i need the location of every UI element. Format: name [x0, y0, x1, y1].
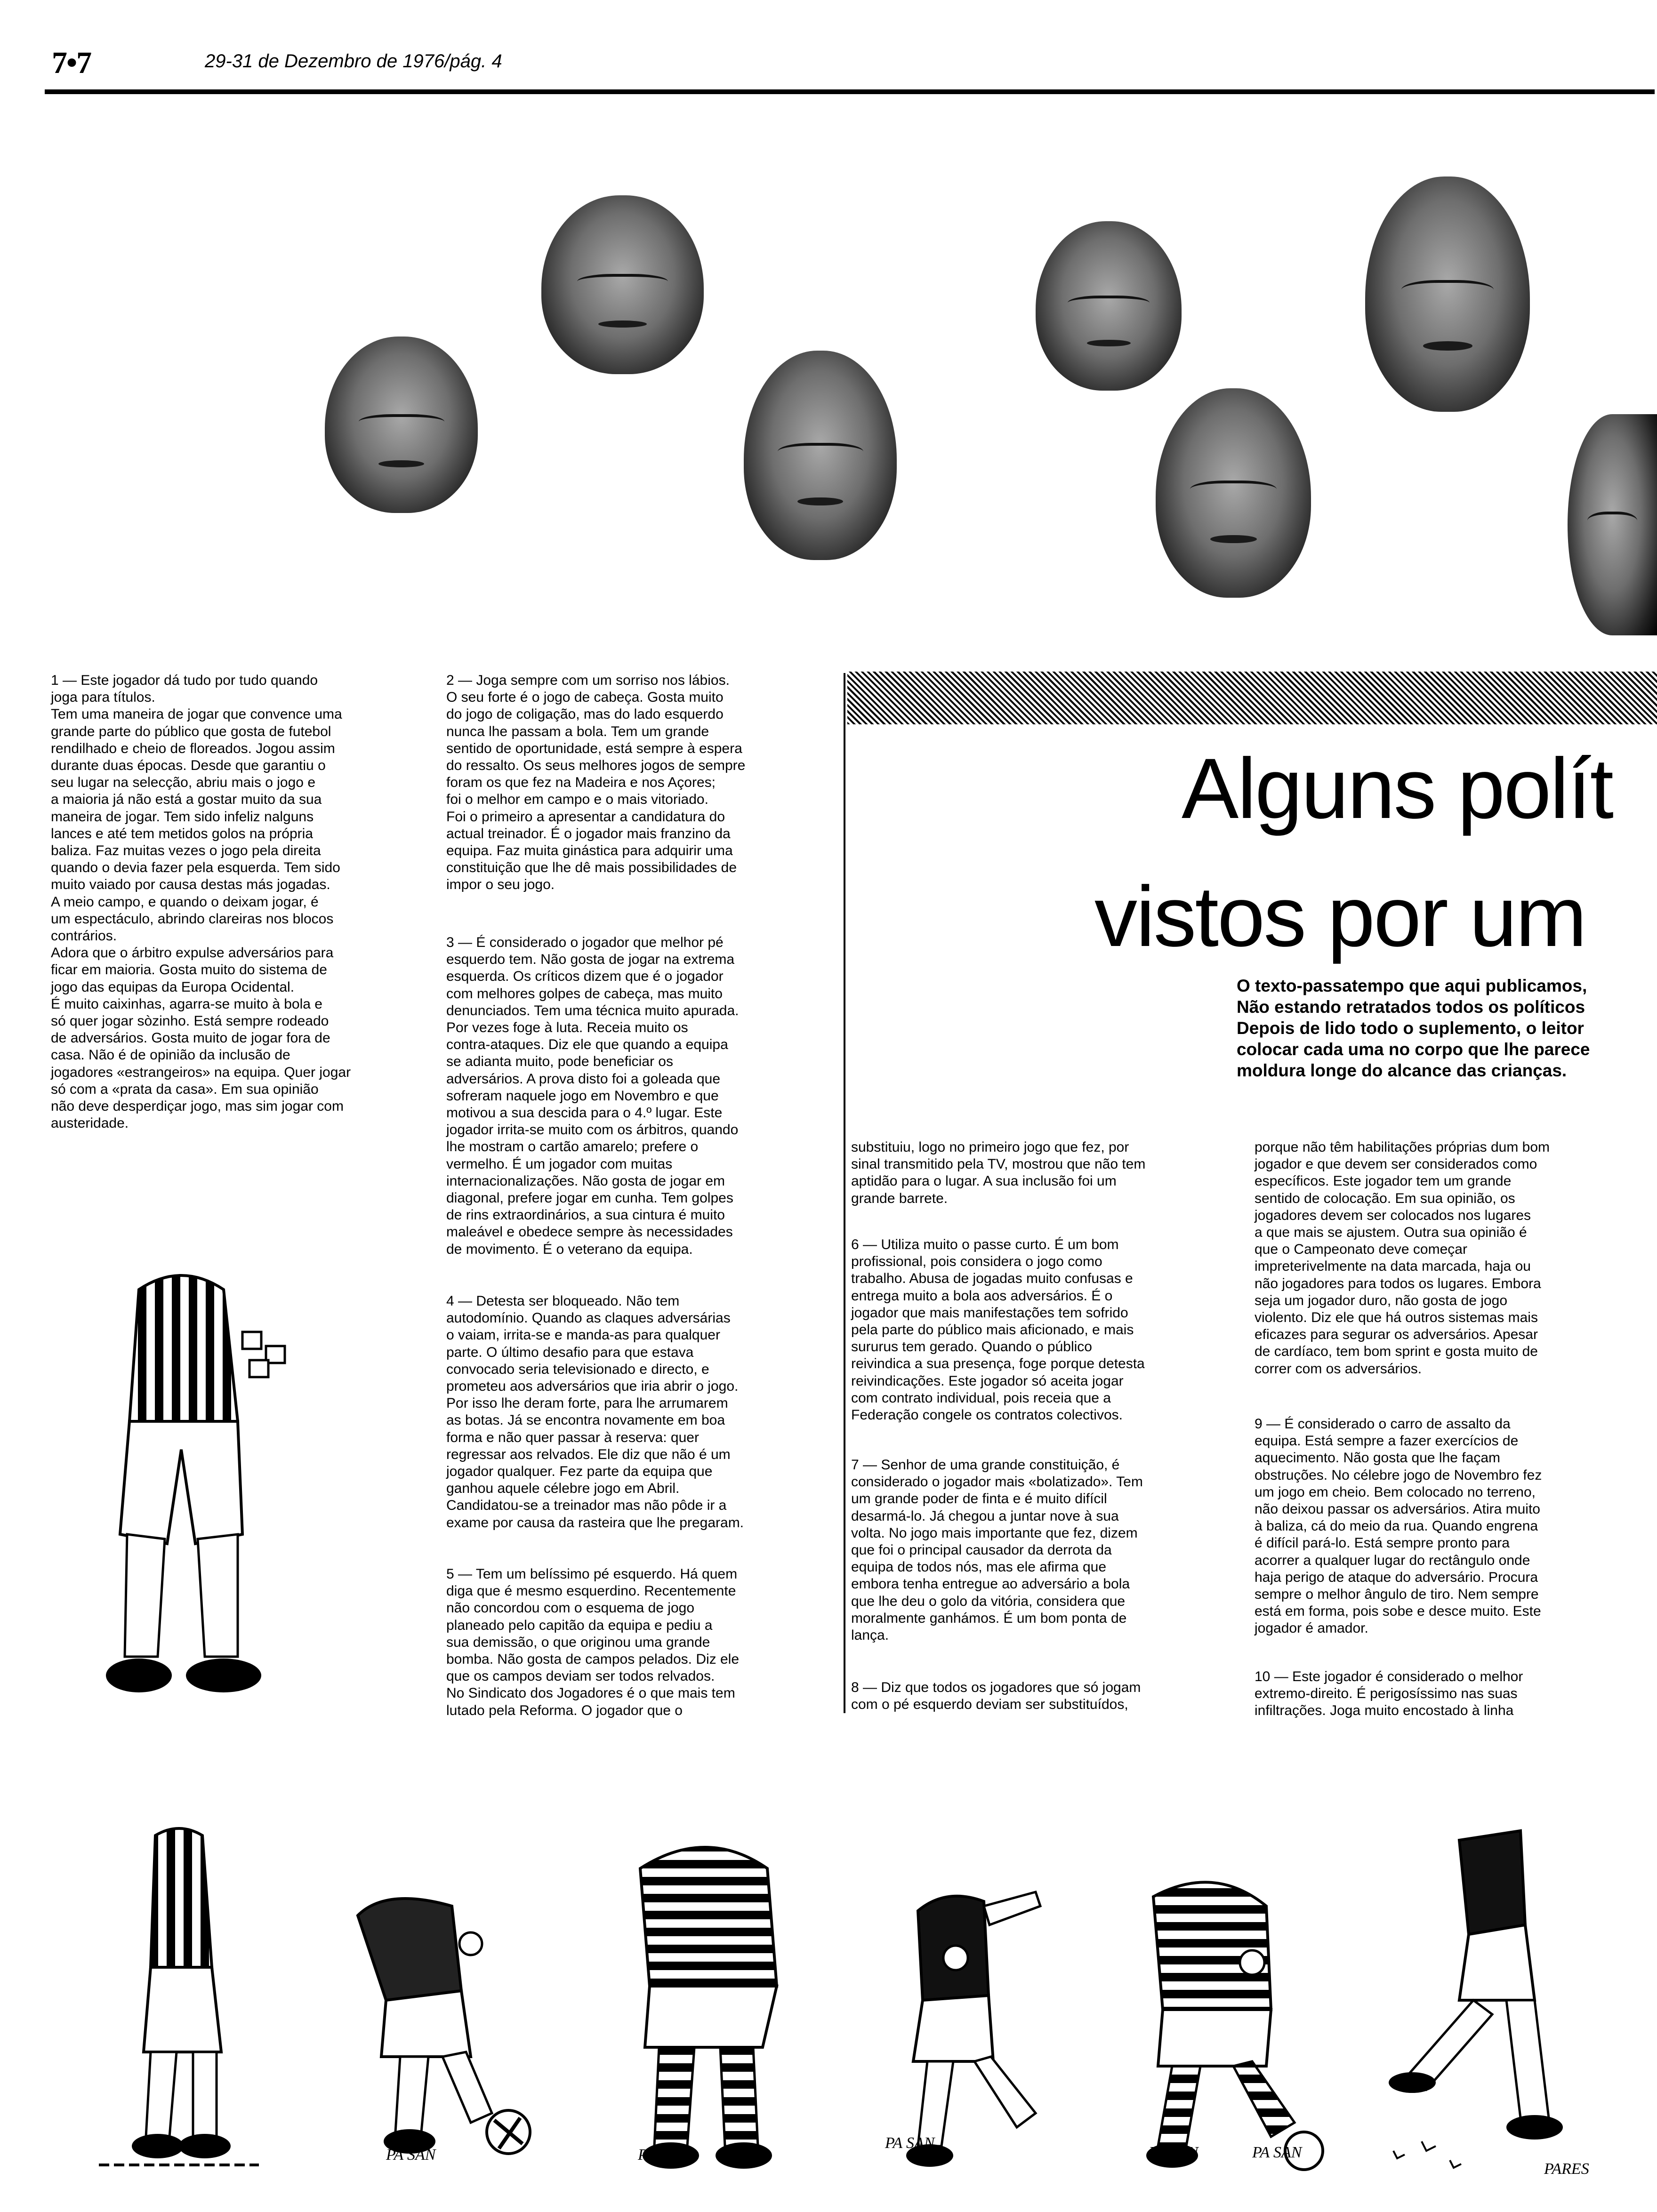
portrait-photo-4 — [1036, 221, 1182, 391]
artist-signature: PA SAN — [638, 2146, 688, 2164]
portrait-photo-5 — [1156, 388, 1311, 598]
portrait-photo-7 — [1568, 414, 1657, 635]
footballer-caricature-5 — [1111, 1854, 1337, 2184]
footballer-caricature-6 — [1365, 1812, 1610, 2188]
footballer-illustration-left — [87, 1252, 313, 1723]
player-text-3: 3 — É considerado o jogador que melhor pé esquerdo tem. Não gosta de jogar na extrema esquerda. Os críticos dizem que é o jogador com melhores golpes de cabeça, mas muito denunciados. Tem uma técnica muito apurada. Por vezes foge à luta. Receia muito os contra-ataques. Diz ele que quando a equipa se adianta muito, pode beneficiar os adversários. A prova disto foi a goleada que sofreram naquele jogo em Novembro e que motivou a sua descida para o 4.º lugar. Este jogador irrita-se muito com os árbitros, quando lhe mostram o cartão amarelo; prefere o vermelho. É um jogador com muitas internacionalizações. Não gosta de jogar em diagonal, prefere jogar em cunha. Tem golpes de rins extraordinários, a sua cintura é muito maleável e obedece sempre às necessidades de movimento. É o veterano da equipa. — [446, 935, 739, 1257]
player-text-6: 6 — Utiliza muito o passe curto. É um bom profissional, pois considera o jogo como trabalho. Abusa de jogadas muito confusas e entrega muito a bola aos adversários. É o jogador que mais manifestações tem sofrido pela parte do público mais aficionado, e mais sururus tem gerado. Quando o público reivindica a sua presença, foge porque detesta reivindicações. Este jogador só aceita jogar com contrato individual, pois receia que a Federação congele os contratos colectivos. — [851, 1237, 1145, 1423]
newspaper-logo: 7•7 — [52, 46, 91, 80]
portrait-photo-1 — [325, 337, 478, 513]
column-rule — [844, 673, 845, 1713]
artist-signature: PARES — [1544, 2160, 1589, 2178]
portrait-photo-3 — [744, 351, 897, 560]
footballer-caricature-1 — [99, 1817, 268, 2174]
issue-date: 29-31 de Dezembro de 1976/pág. 4 — [205, 51, 502, 72]
header-rule — [45, 89, 1655, 94]
player-text-7: 7 — Senhor de uma grande constituição, é considerado o jogador mais «bolatizado». Tem um grande poder de finta e é muito difícil desarmá-lo. Já chegou a juntar nove à sua volta. No jogo mais importante que fez, dizem que foi o principal causador da derrota da equipa de todos nós, mas ele afirma que embora tenha entregue ao adversário a bola que lhe deu o golo da vitória, considera que moralmente ganhámos. É um bom ponta de lança. — [851, 1457, 1143, 1643]
artist-signature: PA SAN — [386, 2146, 436, 2164]
player-text-4: 4 — Detesta ser bloqueado. Não tem autodomínio. Quando as claques adversárias o vaiam, irrita-se e manda-as para qualquer parte. O último desafio para que estava convocado seria televisionado e directo, e prometeu aos adversários que iria abrir o jogo. Por isso lhe deram forte, para lhe arrumarem as botas. Já se encontra novamente em boa forma e não quer passar à reserva: quer regressar aos relvados. Ele diz que não é um jogador qualquer. Fez parte da equipa que ganhou aquele célebre jogo em Abril. Candidatou-se a treinador mas não pôde ir a exame por causa da rasteira que lhe pregaram. — [446, 1293, 744, 1531]
player-text-8: 8 — Diz que todos os jogadores que só jogam com o pé esquerdo deviam ser substituídos, — [851, 1680, 1141, 1713]
lead-paragraph: O texto-passatempo que aqui publicamos, Não estando retratados todos os políticos Depois de lido todo o suplemento, o leitor colocar cada uma no corpo que lhe parece moldura longe do alcance das crianças. — [1237, 976, 1590, 1080]
portrait-photo-2 — [541, 195, 704, 374]
player-text-1: 1 — Este jogador dá tudo por tudo quando joga para títulos. Tem uma maneira de jogar que convence uma grande parte do público que gosta de futebol rendilhado e cheio de floreados. Jogou assim durante duas épocas. Desde que garantiu o seu lugar na selecção, abriu mais o jogo e a maioria já não está a gostar muito da sua maneira de jogar. Tem sido infeliz nalguns lances e até tem metidos golos na própria baliza. Faz muitas vezes o jogo pela direita quando o devia fazer pela esquerda. Tem sido muito vaiado por causa destas más jogadas. A meio campo, e quando o deixam jogar, é um espectáculo, abrindo clareiras nos blocos contrários. Adora que o árbitro expulse adversários para ficar em maioria. Gosta muito do sistema de jogo das equipas da Europa Ocidental. É muito caixinhas, agarra-se muito à bola e só quer jogar sòzinho. Está sempre rodeado de adversários. Gosta muito de jogar fora de casa. Não é de opinião da inclusão de jogadores «estrangeiros» na equipa. Quer jogar só com a «prata da casa». Em sua opinião não deve desperdiçar jogo, mas sim jogar com austeridade. — [51, 673, 351, 1131]
artist-signature: PA SAN — [1149, 2144, 1199, 2161]
player-text-8-continued: porque não têm habilitações próprias dum bom jogador e que devem ser considerados como específicos. Este jogador tem um grande sentido de colocação. Em sua opinião, os jogadores devem ser colocados nos lugares a que mais se ajustem. Outra sua opinião é que o Campeonato deve começar impreterivelmente na data marcada, haja ou não jogadores para todos os lugares. Embora seja um jogador duro, não gosta de jogo violento. Diz ele que há outros sistemas mais eficazes para segurar os adversários. Apesar de cardíaco, tem bom sprint e gosta muito de correr com os adversários. — [1255, 1139, 1550, 1377]
player-text-10: 10 — Este jogador é considerado o melhor extremo-direito. É perigosíssimo nas suas infiltrações. Joga muito encostado à linha — [1255, 1669, 1523, 1719]
artist-signature: PA SAN — [885, 2134, 935, 2152]
player-text-5: 5 — Tem um belíssimo pé esquerdo. Há quem diga que é mesmo esquerdino. Recentemente não concordou com o esquema de jogo planeado pelo capitão da equipa e pediu a sua demissão, o que originou uma grande bomba. Não gosta de campos pelados. Diz ele que os campos deviam ser todos relvados. No Sindicato dos Jogadores é o que mais tem lutado pela Reforma. O jogador que o — [446, 1566, 740, 1718]
player-text-9: 9 — É considerado o carro de assalto da equipa. Está sempre a fazer exercícios de aquecimento. Não gosta que lhe façam obstruções. No célebre jogo de Novembro fez um jogo em cheio. Bem colocado no terreno, não deixou passar os adversários. Atira muito à baliza, cá do meio da rua. Quando engrena é difícil pará-lo. Está sempre pronto para acorrer a qualquer lugar do rectângulo onde haja perigo de ataque do adversário. Procura sempre o melhor ângulo de tiro. Nem sempre está em forma, pois sobe e desce muito. Este jogador é amador. — [1255, 1416, 1542, 1636]
headline-hatch-banner — [847, 672, 1657, 724]
footballer-caricature-3 — [612, 1826, 828, 2184]
footballer-caricature-2 — [330, 1878, 546, 2179]
portrait-photo-6 — [1365, 176, 1530, 412]
player-text-2: 2 — Joga sempre com um sorriso nos lábios. O seu forte é o jogo de cabeça. Gosta muito do jogo de coligação, mas do lado esquerdo nunca lhe passam a bola. Tem um grande sentido de oportunidade, está sempre à espera do ressalto. Os seus melhores jogos de sempre foram os que fez na Madeira e nos Açores; foi o melhor em campo e o mais vitoriado. Foi o primeiro a apresentar a candidatura do actual treinador. É o jogador mais franzino da equipa. Faz muita ginástica para adquirir uma constituição que lhe dê mais possibilidades de impor o seu jogo. — [446, 673, 746, 893]
headline-line-2: vistos por um — [1094, 868, 1586, 964]
player-text-5-continued: substituiu, logo no primeiro jogo que fez, por sinal transmitido pela TV, mostrou que não tem aptidão para o lugar. A sua inclusão foi um grande barrete. — [851, 1139, 1146, 1206]
artist-signature: PA SAN — [1252, 2144, 1302, 2161]
headline-line-1: Alguns polít — [1182, 740, 1613, 836]
